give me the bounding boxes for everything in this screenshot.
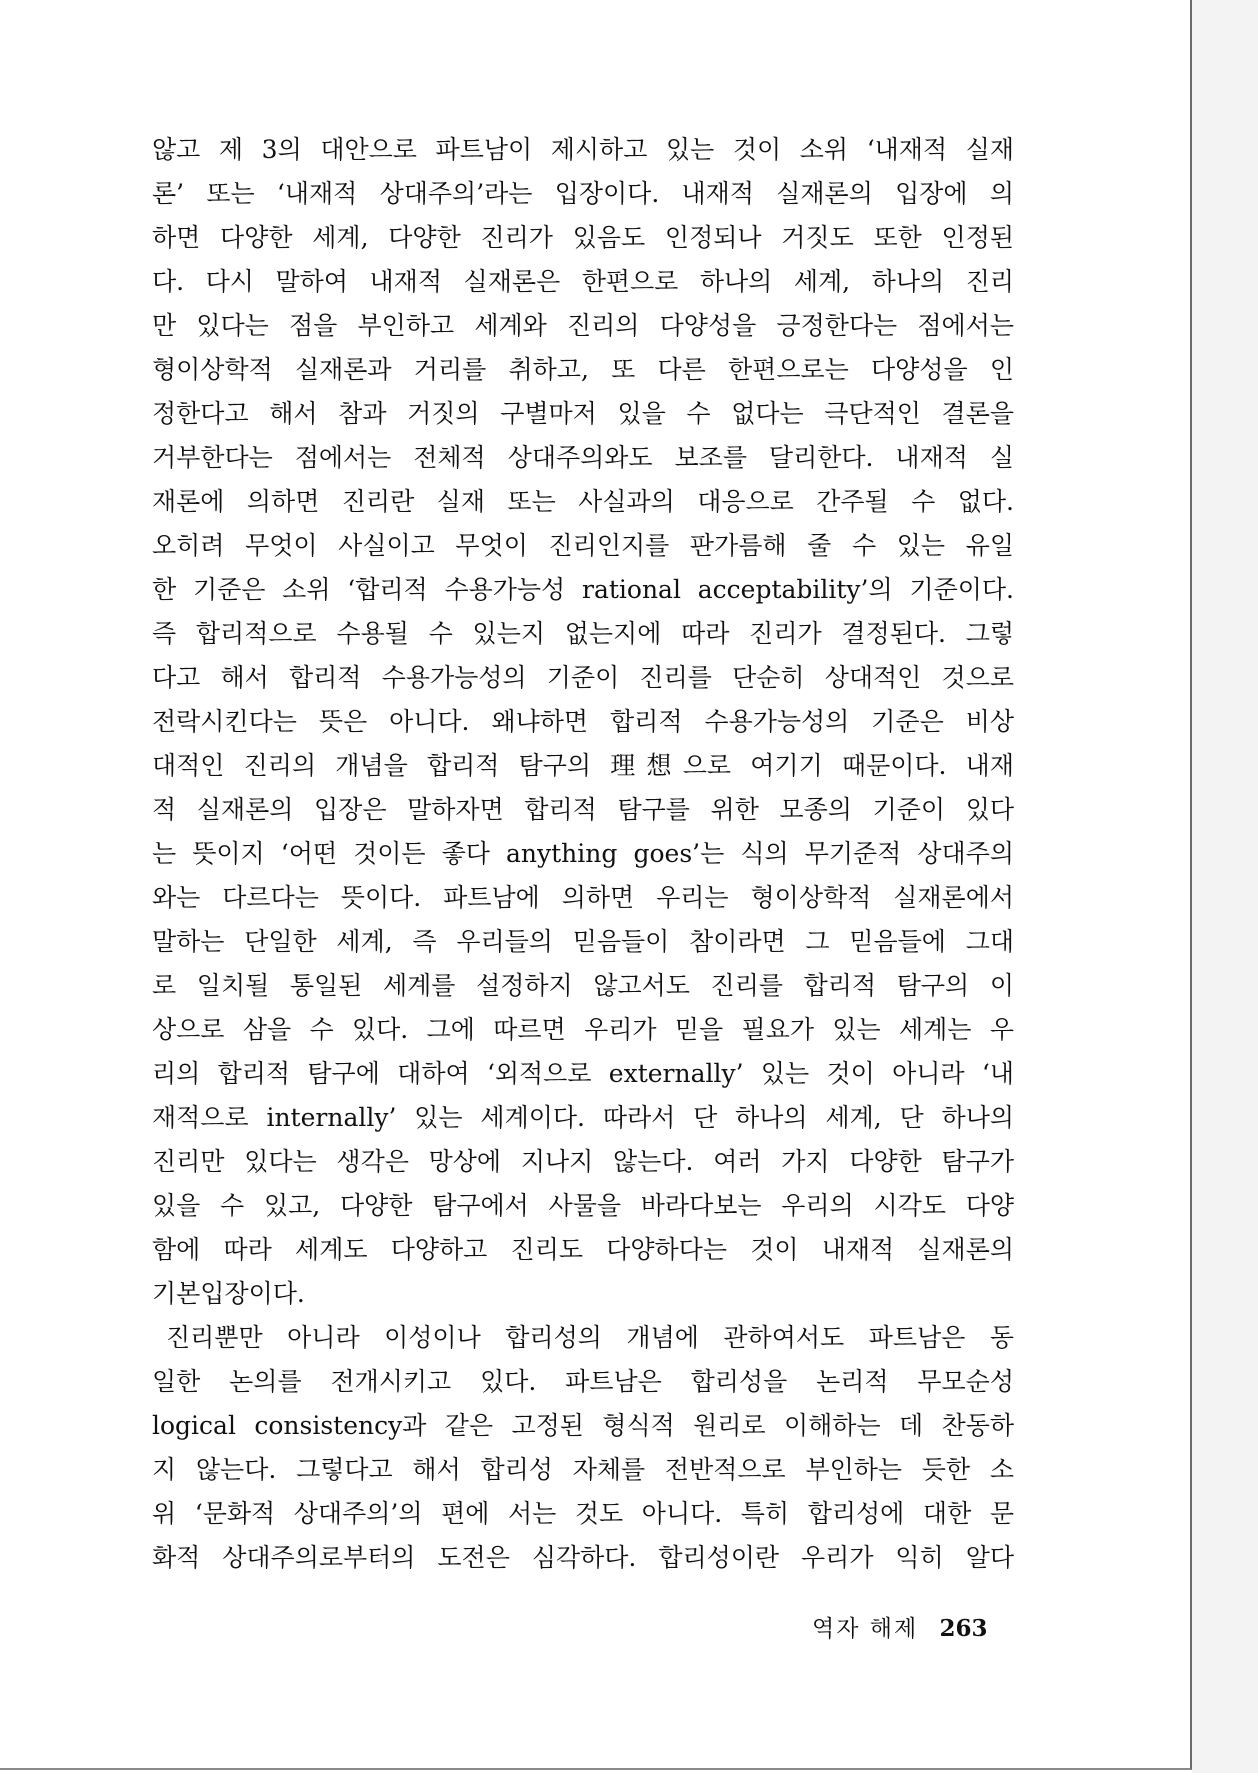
text-line: 리의 합리적 탐구에 대하여 ‘외적으로 externally’ 있는 것이 아니라 ‘내 [152,1059,1014,1088]
text-line: 함에 따라 세계도 다양하고 진리도 다양하다는 것이 내재적 실재론의 [152,1235,1014,1264]
text-line: 대적인 진리의 개념을 합리적 탐구의 理想으로 여기기 때문이다. 내재 [152,751,1014,780]
paragraph-end-line: 기본입장이다. [152,1279,305,1308]
text-line: 한 기준은 소위 ‘합리적 수용가능성 rational acceptability’의 기준이다. [152,575,1014,604]
body-text [152,128,1014,1580]
page-number: 263 [939,1615,988,1642]
text-line: 상으로 삼을 수 있다. 그에 따르면 우리가 믿을 필요가 있는 세계는 우 [152,1015,1014,1044]
text-line: 하면 다양한 세계, 다양한 진리가 있음도 인정되나 거짓도 또한 인정된 [152,223,1014,252]
text-line: 있을 수 있고, 다양한 탐구에서 사물을 바라다보는 우리의 시각도 다양 [152,1191,1014,1220]
text-line: 형이상학적 실재론과 거리를 취하고, 또 다른 한편으로는 다양성을 인 [152,355,1014,384]
text-line: 론’ 또는 ‘내재적 상대주의’라는 입장이다. 내재적 실재론의 입장에 의 [152,179,1014,208]
text-line: 즉 합리적으로 수용될 수 있는지 없는지에 따라 진리가 결정된다. 그렇 [152,619,1014,648]
text-line: 지 않는다. 그렇다고 해서 합리성 자체를 전반적으로 부인하는 듯한 소 [152,1455,1014,1484]
text-line: 재론에 의하면 진리란 실재 또는 사실과의 대응으로 간주될 수 없다. [152,487,1014,516]
text-line: 정한다고 해서 참과 거짓의 구별마저 있을 수 없다는 극단적인 결론을 [152,399,1014,428]
paragraph-start-line: 진리뿐만 아니라 이성이나 합리성의 개념에 관하여서도 파트남은 동 [166,1323,1014,1352]
text-line: 위 ‘문화적 상대주의’의 편에 서는 것도 아니다. 특히 합리성에 대한 문 [152,1499,1014,1528]
text-line: 전락시킨다는 뜻은 아니다. 왜냐하면 합리적 수용가능성의 기준은 비상 [152,707,1014,736]
page-footer [812,1610,1012,1643]
text-line: 만 있다는 점을 부인하고 세계와 진리의 다양성을 긍정한다는 점에서는 [152,311,1014,340]
text-line: 거부한다는 점에서는 전체적 상대주의와도 보조를 달리한다. 내재적 실 [152,443,1014,472]
text-line: 로 일치될 통일된 세계를 설정하지 않고서도 진리를 합리적 탐구의 이 [152,971,1014,1000]
text-line: 와는 다르다는 뜻이다. 파트남에 의하면 우리는 형이상학적 실재론에서 [152,883,1014,912]
text-line: 오히려 무엇이 사실이고 무엇이 진리인지를 판가름해 줄 수 있는 유일 [152,531,1014,560]
text-line: 말하는 단일한 세계, 즉 우리들의 믿음들이 참이라면 그 믿음들에 그대 [152,927,1014,956]
text-line: 진리만 있다는 생각은 망상에 지나지 않는다. 여러 가지 다양한 탐구가 [152,1147,1014,1176]
text-line: 화적 상대주의로부터의 도전은 심각하다. 합리성이란 우리가 익히 알다 [152,1543,1014,1572]
text-line: 일한 논의를 전개시키고 있다. 파트남은 합리성을 논리적 무모순성 [152,1367,1014,1396]
text-line: 재적으로 internally’ 있는 세계이다. 따라서 단 하나의 세계, 단 하나의 [152,1103,1014,1132]
page-shadow [1192,0,1258,1773]
text-line: 적 실재론의 입장은 말하자면 합리적 탐구를 위한 모종의 기준이 있다 [152,795,1014,824]
text-line: 다고 해서 합리적 수용가능성의 기준이 진리를 단순히 상대적인 것으로 [152,663,1014,692]
text-line: 않고 제 3의 대안으로 파트남이 제시하고 있는 것이 소위 ‘내재적 실재 [152,135,1014,164]
text-line: 는 뜻이지 ‘어떤 것이든 좋다 anything goes’는 식의 무기준적 상대주의 [152,839,1014,868]
text-line: 다. 다시 말하여 내재적 실재론은 한편으로 하나의 세계, 하나의 진리 [152,267,1014,296]
text-line: logical consistency과 같은 고정된 형식적 원리로 이해하는 데 찬동하 [152,1411,1014,1440]
running-footer-title: 역자 해제 [812,1616,919,1642]
